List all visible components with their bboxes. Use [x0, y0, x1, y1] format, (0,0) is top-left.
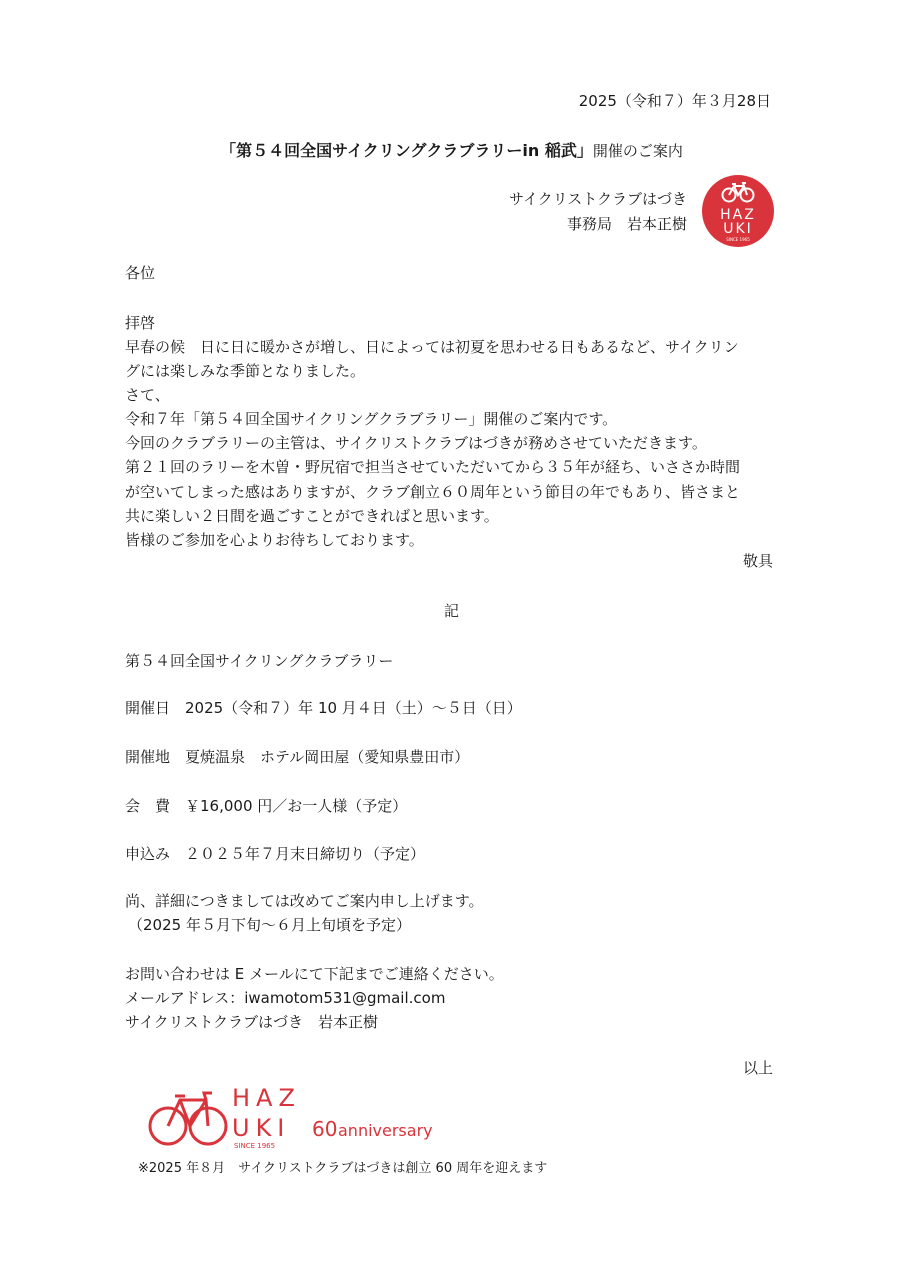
salutation: 各位 [125, 264, 156, 282]
logo-text-line2: UKI [232, 1114, 291, 1142]
sender-office: 事務局 岩本正樹 [566, 215, 687, 233]
anniversary-word: anniversary [338, 1121, 433, 1140]
event-deadline: 申込み ２０２５年７月末日締切り（予定） [125, 845, 426, 863]
bicycle-icon [723, 183, 754, 202]
contact-person: サイクリストクラブはづき 岩本正樹 [125, 1013, 379, 1031]
contact-text: お問い合わせは E メールにて下記までご連絡ください。 [125, 965, 504, 983]
hazuki-60th-anniversary-logo [146, 1082, 466, 1156]
logo-text-line1: HAZ [232, 1084, 301, 1112]
event-name: 第５４回全国サイクリングクラブラリー [125, 652, 394, 670]
body-text-line: 第２１回のラリーを木曽・野尻宿で担当させていただいてから３５年が経ち、いささか時間 [125, 458, 741, 476]
body-text-line: さて、 [125, 386, 170, 404]
details-note-schedule: （2025 年５月下旬～６月上旬頃を予定） [128, 916, 411, 934]
event-date: 開催日 2025（令和７）年 10 月４日（土）～５日（日） [125, 699, 522, 717]
document-date: 2025（令和７）年３月28日 [578, 92, 771, 110]
opening-word: 拝啓 [125, 314, 156, 332]
bicycle-icon [150, 1093, 226, 1144]
footer-note: ※2025 年８月 サイクリストクラブはづきは創立 60 周年を迎えます [138, 1161, 548, 1176]
event-fee: 会 費 ￥16,000 円／お一人様（予定） [125, 797, 408, 815]
closing-word: 敬具 [742, 552, 773, 570]
document-title [0, 138, 903, 161]
body-text-line: が空いてしまった感はありますが、クラブ創立６０周年という節目の年でもあり、皆さまと [125, 483, 741, 501]
end-word: 以上 [742, 1059, 773, 1077]
body-text-line: 今回のクラブラリーの主管は、サイクリストクラブはづきが務めさせていただきます。 [125, 434, 707, 452]
stamp-text-line1: HAZ [720, 207, 756, 223]
stamp-text-line2: UKI [723, 221, 753, 237]
body-text-line: 共に楽しい２日間を過ごすことができればと思います。 [125, 507, 499, 525]
logo-since: SINCE 1965 [234, 1142, 276, 1150]
body-text-line: 令和７年「第５４回全国サイクリングクラブラリー」開催のご案内です。 [125, 410, 618, 428]
contact-email: メールアドレス：iwamotom531@gmail.com [125, 989, 446, 1007]
anniversary-number: 60 [312, 1117, 338, 1141]
stamp-since: SINCE 1965 [726, 237, 750, 242]
title-main: 「第５４回全国サイクリングクラブラリーin 稲武」 [220, 141, 593, 160]
body-text-line: グには楽しみな季節となりました。 [125, 362, 366, 380]
details-note: 尚、詳細につきましては改めてご案内申し上げます。 [125, 892, 484, 910]
sender-club-name: サイクリストクラブはづき [508, 190, 687, 208]
body-text-line: 早春の候 日に日に暖かさが増し、日によっては初夏を思わせる日もあるなど、サイクリン [125, 338, 739, 356]
ki-heading: 記 [443, 602, 459, 620]
title-sub: 開催のご案内 [592, 142, 683, 160]
event-venue: 開催地 夏焼温泉 ホテル岡田屋（愛知県豊田市） [125, 748, 470, 766]
body-text-line: 皆様のご参加を心よりお待ちしております。 [125, 531, 424, 549]
hazuki-stamp-logo [702, 175, 774, 247]
